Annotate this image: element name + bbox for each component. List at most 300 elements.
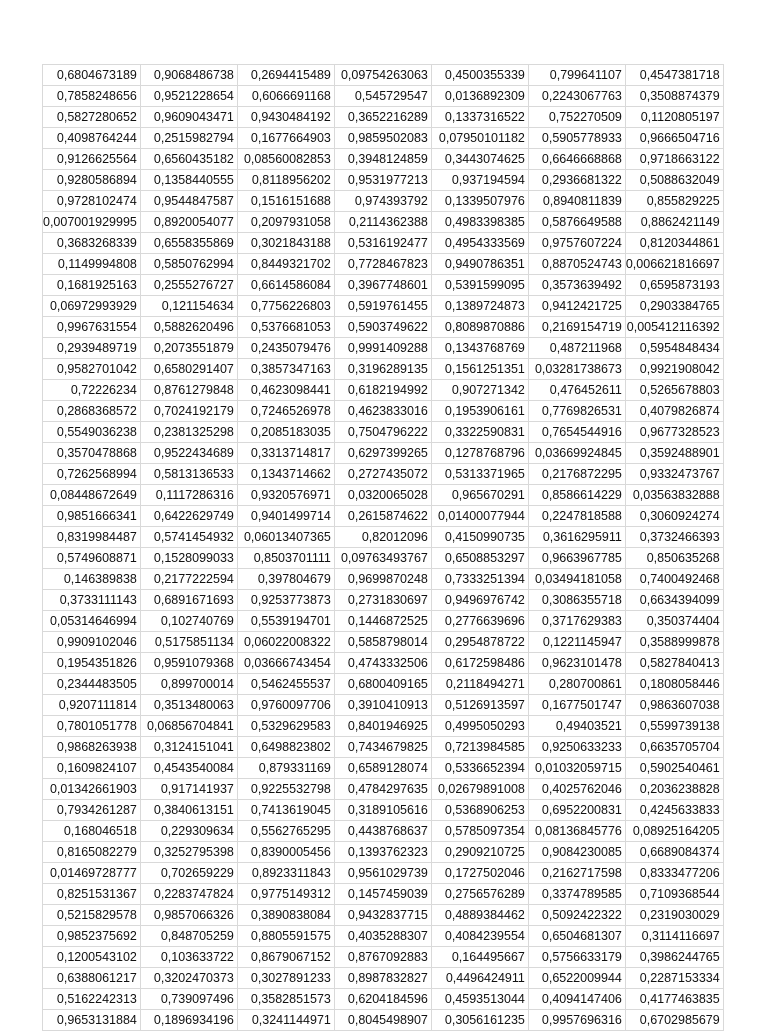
table-cell[interactable]: 0,164495667 <box>431 947 528 968</box>
table-cell[interactable]: 0,9225532798 <box>237 779 334 800</box>
table-cell[interactable]: 0,476452611 <box>528 380 625 401</box>
table-cell[interactable]: 0,6614586084 <box>237 275 334 296</box>
table-cell[interactable]: 0,7400492468 <box>625 569 723 590</box>
table-cell[interactable]: 0,6635705704 <box>625 737 723 758</box>
table-cell[interactable]: 0,5902540461 <box>625 758 723 779</box>
table-cell[interactable]: 0,3374789585 <box>528 884 625 905</box>
table-cell[interactable]: 0,9921908042 <box>625 359 723 380</box>
table-cell[interactable]: 0,7654544916 <box>528 422 625 443</box>
table-cell[interactable]: 0,3241144971 <box>237 1010 334 1031</box>
table-cell[interactable]: 0,4496424911 <box>431 968 528 989</box>
table-cell[interactable]: 0,7756226803 <box>237 296 334 317</box>
table-cell[interactable]: 0,08925164205 <box>625 821 723 842</box>
table-cell[interactable]: 0,8862421149 <box>625 212 723 233</box>
table-cell[interactable]: 0,7262568994 <box>43 464 141 485</box>
table-cell[interactable]: 0,6952200831 <box>528 800 625 821</box>
table-cell[interactable]: 0,899700014 <box>140 674 237 695</box>
table-cell[interactable]: 0,6182194992 <box>334 380 431 401</box>
table-cell[interactable]: 0,8586614229 <box>528 485 625 506</box>
table-cell[interactable]: 0,2381325298 <box>140 422 237 443</box>
table-cell[interactable]: 0,3508874379 <box>625 86 723 107</box>
table-cell[interactable]: 0,8940811839 <box>528 191 625 212</box>
table-cell[interactable]: 0,2936681322 <box>528 170 625 191</box>
table-cell[interactable]: 0,5368906253 <box>431 800 528 821</box>
table-cell[interactable]: 0,3202470373 <box>140 968 237 989</box>
table-cell[interactable]: 0,1528099033 <box>140 548 237 569</box>
table-cell[interactable]: 0,2903384765 <box>625 296 723 317</box>
table-cell[interactable]: 0,7413619045 <box>237 800 334 821</box>
table-cell[interactable]: 0,4079826874 <box>625 401 723 422</box>
table-cell[interactable]: 0,5876649588 <box>528 212 625 233</box>
table-cell[interactable]: 0,5882620496 <box>140 317 237 338</box>
table-cell[interactable]: 0,4094147406 <box>528 989 625 1010</box>
table-cell[interactable]: 0,9991409288 <box>334 338 431 359</box>
table-cell[interactable]: 0,07950101182 <box>431 128 528 149</box>
table-cell[interactable]: 0,8449321702 <box>237 254 334 275</box>
table-cell[interactable]: 0,8503701111 <box>237 548 334 569</box>
table-cell[interactable]: 0,9718663122 <box>625 149 723 170</box>
table-cell[interactable]: 0,8333477206 <box>625 863 723 884</box>
table-cell[interactable]: 0,02679891008 <box>431 779 528 800</box>
table-cell[interactable]: 0,9320576971 <box>237 485 334 506</box>
table-cell[interactable]: 0,6589128074 <box>334 758 431 779</box>
table-cell[interactable]: 0,5313371965 <box>431 464 528 485</box>
table-cell[interactable]: 0,3840613151 <box>140 800 237 821</box>
table-cell[interactable]: 0,9857066326 <box>140 905 237 926</box>
table-cell[interactable]: 0,5599739138 <box>625 716 723 737</box>
table-cell[interactable]: 0,5329629583 <box>237 716 334 737</box>
table-cell[interactable]: 0,9207111814 <box>43 695 141 716</box>
table-cell[interactable]: 0,4098764244 <box>43 128 141 149</box>
table-cell[interactable]: 0,855829225 <box>625 191 723 212</box>
table-cell[interactable]: 0,9068486738 <box>140 65 237 86</box>
table-cell[interactable]: 0,8120344861 <box>625 233 723 254</box>
table-cell[interactable]: 0,1343768769 <box>431 338 528 359</box>
table-cell[interactable]: 0,4150990735 <box>431 527 528 548</box>
table-cell[interactable]: 0,5092422322 <box>528 905 625 926</box>
table-cell[interactable]: 0,9666504716 <box>625 128 723 149</box>
table-cell[interactable]: 0,1278768796 <box>431 443 528 464</box>
table-cell[interactable]: 0,5539194701 <box>237 611 334 632</box>
table-cell[interactable]: 0,102740769 <box>140 611 237 632</box>
table-cell[interactable]: 0,1953906161 <box>431 401 528 422</box>
table-cell[interactable]: 0,4084239554 <box>431 926 528 947</box>
table-cell[interactable]: 0,06013407365 <box>237 527 334 548</box>
table-cell[interactable]: 0,9967631554 <box>43 317 141 338</box>
table-cell[interactable]: 0,6689084374 <box>625 842 723 863</box>
table-cell[interactable]: 0,9521228654 <box>140 86 237 107</box>
table-cell[interactable]: 0,5265678803 <box>625 380 723 401</box>
table-cell[interactable]: 0,9496976742 <box>431 590 528 611</box>
table-cell[interactable]: 0,4784297635 <box>334 779 431 800</box>
table-cell[interactable]: 0,01400077944 <box>431 506 528 527</box>
table-cell[interactable]: 0,487211968 <box>528 338 625 359</box>
table-cell[interactable]: 0,4245633833 <box>625 800 723 821</box>
table-cell[interactable]: 0,3313714817 <box>237 443 334 464</box>
table-cell[interactable]: 0,7246526978 <box>237 401 334 422</box>
table-cell[interactable]: 0,2162717598 <box>528 863 625 884</box>
table-cell[interactable]: 0,1337316522 <box>431 107 528 128</box>
table-cell[interactable]: 0,7024192179 <box>140 401 237 422</box>
table-cell[interactable]: 0,9868263938 <box>43 737 141 758</box>
table-cell[interactable]: 0,3717629383 <box>528 611 625 632</box>
table-cell[interactable]: 0,08136845776 <box>528 821 625 842</box>
table-cell[interactable]: 0,2118494271 <box>431 674 528 695</box>
table-cell[interactable]: 0,6702985679 <box>625 1010 723 1031</box>
table-cell[interactable]: 0,2073551879 <box>140 338 237 359</box>
table-cell[interactable]: 0,103633722 <box>140 947 237 968</box>
table-cell[interactable]: 0,2555276727 <box>140 275 237 296</box>
table-cell[interactable]: 0,752270509 <box>528 107 625 128</box>
table-cell[interactable]: 0,8118956202 <box>237 170 334 191</box>
table-cell[interactable]: 0,3189105616 <box>334 800 431 821</box>
table-cell[interactable]: 0,7504796222 <box>334 422 431 443</box>
table-cell[interactable]: 0,2114362388 <box>334 212 431 233</box>
table-cell[interactable]: 0,2954878722 <box>431 632 528 653</box>
table-cell[interactable]: 0,8805591575 <box>237 926 334 947</box>
table-cell[interactable]: 0,9757607224 <box>528 233 625 254</box>
table-cell[interactable]: 0,5858798014 <box>334 632 431 653</box>
table-cell[interactable]: 0,6646668868 <box>528 149 625 170</box>
table-cell[interactable]: 0,007001929995 <box>43 212 141 233</box>
table-cell[interactable]: 0,5126913597 <box>431 695 528 716</box>
table-cell[interactable]: 0,4623098441 <box>237 380 334 401</box>
table-cell[interactable]: 0,6634394099 <box>625 590 723 611</box>
table-cell[interactable]: 0,1339507976 <box>431 191 528 212</box>
table-cell[interactable]: 0,1389724873 <box>431 296 528 317</box>
table-cell[interactable]: 0,2243067763 <box>528 86 625 107</box>
table-cell[interactable]: 0,9332473767 <box>625 464 723 485</box>
table-cell[interactable]: 0,9522434689 <box>140 443 237 464</box>
table-cell[interactable]: 0,6804673189 <box>43 65 141 86</box>
table-cell[interactable]: 0,907271342 <box>431 380 528 401</box>
table-cell[interactable]: 0,03669924845 <box>528 443 625 464</box>
table-cell[interactable]: 0,9663967785 <box>528 548 625 569</box>
table-cell[interactable]: 0,4500355339 <box>431 65 528 86</box>
table-cell[interactable]: 0,965670291 <box>431 485 528 506</box>
table-cell[interactable]: 0,8401946925 <box>334 716 431 737</box>
table-cell[interactable]: 0,702659229 <box>140 863 237 884</box>
table-cell[interactable]: 0,3060924274 <box>625 506 723 527</box>
table-cell[interactable]: 0,6580291407 <box>140 359 237 380</box>
table-cell[interactable]: 0,6504681307 <box>528 926 625 947</box>
table-cell[interactable]: 0,5215829578 <box>43 905 141 926</box>
table-cell[interactable]: 0,2036238828 <box>625 779 723 800</box>
table-cell[interactable]: 0,6560435182 <box>140 149 237 170</box>
table-cell[interactable]: 0,1358440555 <box>140 170 237 191</box>
table-cell[interactable]: 0,3124151041 <box>140 737 237 758</box>
table-cell[interactable]: 0,545729547 <box>334 86 431 107</box>
table-cell[interactable]: 0,5175851134 <box>140 632 237 653</box>
table-cell[interactable]: 0,1446872525 <box>334 611 431 632</box>
table-cell[interactable]: 0,6522009944 <box>528 968 625 989</box>
table-cell[interactable]: 0,280700861 <box>528 674 625 695</box>
table-cell[interactable]: 0,8089870886 <box>431 317 528 338</box>
table-cell[interactable]: 0,9653131884 <box>43 1010 141 1031</box>
table-cell[interactable]: 0,9432837715 <box>334 905 431 926</box>
table-cell[interactable]: 0,5462455537 <box>237 674 334 695</box>
table-cell[interactable]: 0,2731830697 <box>334 590 431 611</box>
table-cell[interactable]: 0,1343714662 <box>237 464 334 485</box>
table-cell[interactable]: 0,2283747824 <box>140 884 237 905</box>
table-cell[interactable]: 0,005412116392 <box>625 317 723 338</box>
table-cell[interactable]: 0,8870524743 <box>528 254 625 275</box>
table-cell[interactable]: 0,3733111143 <box>43 590 141 611</box>
table-cell[interactable]: 0,6800409165 <box>334 674 431 695</box>
table-cell[interactable]: 0,9957696316 <box>528 1010 625 1031</box>
table-cell[interactable]: 0,03666743454 <box>237 653 334 674</box>
table-cell[interactable]: 0,2727435072 <box>334 464 431 485</box>
table-cell[interactable]: 0,06972993929 <box>43 296 141 317</box>
table-cell[interactable]: 0,8251531367 <box>43 884 141 905</box>
table-cell[interactable]: 0,03494181058 <box>528 569 625 590</box>
table-cell[interactable]: 0,850635268 <box>625 548 723 569</box>
table-cell[interactable]: 0,799641107 <box>528 65 625 86</box>
table-cell[interactable]: 0,2176872295 <box>528 464 625 485</box>
table-cell[interactable]: 0,1120805197 <box>625 107 723 128</box>
table-cell[interactable]: 0,06022008322 <box>237 632 334 653</box>
table-cell[interactable]: 0,3582851573 <box>237 989 334 1010</box>
table-cell[interactable]: 0,3967748601 <box>334 275 431 296</box>
table-cell[interactable]: 0,9677328523 <box>625 422 723 443</box>
table-cell[interactable]: 0,1516151688 <box>237 191 334 212</box>
table-cell[interactable]: 0,5785097354 <box>431 821 528 842</box>
table-cell[interactable]: 0,9561029739 <box>334 863 431 884</box>
table-cell[interactable]: 0,01342661903 <box>43 779 141 800</box>
table-cell[interactable]: 0,9728102474 <box>43 191 141 212</box>
table-cell[interactable]: 0,7333251394 <box>431 569 528 590</box>
table-cell[interactable]: 0,9760097706 <box>237 695 334 716</box>
table-cell[interactable]: 0,9859502083 <box>334 128 431 149</box>
table-cell[interactable]: 0,9531977213 <box>334 170 431 191</box>
table-cell[interactable]: 0,3652216289 <box>334 107 431 128</box>
table-cell[interactable]: 0,06856704841 <box>140 716 237 737</box>
table-cell[interactable]: 0,2177222594 <box>140 569 237 590</box>
table-cell[interactable]: 0,4889384462 <box>431 905 528 926</box>
table-cell[interactable]: 0,49403521 <box>528 716 625 737</box>
table-cell[interactable]: 0,4995050293 <box>431 716 528 737</box>
table-cell[interactable]: 0,1677664903 <box>237 128 334 149</box>
table-cell[interactable]: 0,6422629749 <box>140 506 237 527</box>
table-cell[interactable]: 0,4743332506 <box>334 653 431 674</box>
table-cell[interactable]: 0,8923311843 <box>237 863 334 884</box>
table-cell[interactable]: 0,7858248656 <box>43 86 141 107</box>
table-cell[interactable]: 0,848705259 <box>140 926 237 947</box>
table-cell[interactable]: 0,5905778933 <box>528 128 625 149</box>
table-cell[interactable]: 0,5827280652 <box>43 107 141 128</box>
table-cell[interactable]: 0,8920054077 <box>140 212 237 233</box>
table-cell[interactable]: 0,2939489719 <box>43 338 141 359</box>
table-cell[interactable]: 0,3986244765 <box>625 947 723 968</box>
table-cell[interactable]: 0,2169154719 <box>528 317 625 338</box>
table-cell[interactable]: 0,5376681053 <box>237 317 334 338</box>
table-cell[interactable]: 0,2247818588 <box>528 506 625 527</box>
table-cell[interactable]: 0,6388061217 <box>43 968 141 989</box>
table-cell[interactable]: 0,9126625564 <box>43 149 141 170</box>
table-cell[interactable]: 0,9582701042 <box>43 359 141 380</box>
table-cell[interactable]: 0,917141937 <box>140 779 237 800</box>
table-cell[interactable]: 0,3114116697 <box>625 926 723 947</box>
table-cell[interactable]: 0,8390005456 <box>237 842 334 863</box>
table-cell[interactable]: 0,3196289135 <box>334 359 431 380</box>
table-cell[interactable]: 0,7934261287 <box>43 800 141 821</box>
table-cell[interactable]: 0,9852375692 <box>43 926 141 947</box>
table-cell[interactable]: 0,9084230085 <box>528 842 625 863</box>
table-cell[interactable]: 0,4035288307 <box>334 926 431 947</box>
table-cell[interactable]: 0,397804679 <box>237 569 334 590</box>
table-cell[interactable]: 0,5919761455 <box>334 296 431 317</box>
table-cell[interactable]: 0,2694415489 <box>237 65 334 86</box>
table-cell[interactable]: 0,6558355869 <box>140 233 237 254</box>
table-cell[interactable]: 0,5316192477 <box>334 233 431 254</box>
table-cell[interactable]: 0,0136892309 <box>431 86 528 107</box>
table-cell[interactable]: 0,5903749622 <box>334 317 431 338</box>
table-cell[interactable]: 0,4954333569 <box>431 233 528 254</box>
table-cell[interactable]: 0,7769826531 <box>528 401 625 422</box>
table-cell[interactable]: 0,3592488901 <box>625 443 723 464</box>
table-cell[interactable]: 0,9280586894 <box>43 170 141 191</box>
table-cell[interactable]: 0,9591079368 <box>140 653 237 674</box>
table-cell[interactable]: 0,121154634 <box>140 296 237 317</box>
table-cell[interactable]: 0,739097496 <box>140 989 237 1010</box>
table-cell[interactable]: 0,2344483505 <box>43 674 141 695</box>
table-cell[interactable]: 0,4438768637 <box>334 821 431 842</box>
table-cell[interactable]: 0,1609824107 <box>43 758 141 779</box>
table-cell[interactable]: 0,8761279848 <box>140 380 237 401</box>
table-cell[interactable]: 0,6297399265 <box>334 443 431 464</box>
table-cell[interactable]: 0,2435079476 <box>237 338 334 359</box>
table-cell[interactable]: 0,8679067152 <box>237 947 334 968</box>
table-cell[interactable]: 0,9909102046 <box>43 632 141 653</box>
table-cell[interactable]: 0,1681925163 <box>43 275 141 296</box>
table-cell[interactable]: 0,2515982794 <box>140 128 237 149</box>
table-cell[interactable]: 0,1457459039 <box>334 884 431 905</box>
table-cell[interactable]: 0,05314646994 <box>43 611 141 632</box>
table-cell[interactable]: 0,7434679825 <box>334 737 431 758</box>
table-cell[interactable]: 0,9401499714 <box>237 506 334 527</box>
table-cell[interactable]: 0,3443074625 <box>431 149 528 170</box>
table-cell[interactable]: 0,1149994808 <box>43 254 141 275</box>
table-cell[interactable]: 0,168046518 <box>43 821 141 842</box>
table-cell[interactable]: 0,2776639696 <box>431 611 528 632</box>
table-cell[interactable]: 0,9623101478 <box>528 653 625 674</box>
table-cell[interactable]: 0,6066691168 <box>237 86 334 107</box>
table-cell[interactable]: 0,3027891233 <box>237 968 334 989</box>
table-cell[interactable]: 0,9609043471 <box>140 107 237 128</box>
table-cell[interactable]: 0,5562765295 <box>237 821 334 842</box>
table-cell[interactable]: 0,6204184596 <box>334 989 431 1010</box>
table-cell[interactable]: 0,1954351826 <box>43 653 141 674</box>
table-cell[interactable]: 0,1393762323 <box>334 842 431 863</box>
table-cell[interactable]: 0,146389838 <box>43 569 141 590</box>
table-cell[interactable]: 0,01469728777 <box>43 863 141 884</box>
table-cell[interactable]: 0,9775149312 <box>237 884 334 905</box>
table-cell[interactable]: 0,9863607038 <box>625 695 723 716</box>
table-cell[interactable]: 0,4623833016 <box>334 401 431 422</box>
table-cell[interactable]: 0,3910410913 <box>334 695 431 716</box>
table-cell[interactable]: 0,9699870248 <box>334 569 431 590</box>
table-cell[interactable]: 0,6498823802 <box>237 737 334 758</box>
table-cell[interactable]: 0,9490786351 <box>431 254 528 275</box>
table-cell[interactable]: 0,5813136533 <box>140 464 237 485</box>
table-cell[interactable]: 0,5741454932 <box>140 527 237 548</box>
table-cell[interactable]: 0,8319984487 <box>43 527 141 548</box>
table-cell[interactable]: 0,5756633179 <box>528 947 625 968</box>
table-cell[interactable]: 0,72226234 <box>43 380 141 401</box>
table-cell[interactable]: 0,5850762994 <box>140 254 237 275</box>
table-cell[interactable]: 0,9430484192 <box>237 107 334 128</box>
table-cell[interactable]: 0,09763493767 <box>334 548 431 569</box>
table-cell[interactable]: 0,7109368544 <box>625 884 723 905</box>
table-cell[interactable]: 0,006621816697 <box>625 254 723 275</box>
table-cell[interactable]: 0,6172598486 <box>431 653 528 674</box>
table-cell[interactable]: 0,6891671693 <box>140 590 237 611</box>
table-cell[interactable]: 0,9544847587 <box>140 191 237 212</box>
table-cell[interactable]: 0,9851666341 <box>43 506 141 527</box>
table-cell[interactable]: 0,1727502046 <box>431 863 528 884</box>
table-cell[interactable]: 0,03281738673 <box>528 359 625 380</box>
table-cell[interactable]: 0,3588999878 <box>625 632 723 653</box>
table-cell[interactable]: 0,5549036238 <box>43 422 141 443</box>
table-cell[interactable]: 0,8767092883 <box>334 947 431 968</box>
table-cell[interactable]: 0,3322590831 <box>431 422 528 443</box>
table-cell[interactable]: 0,1561251351 <box>431 359 528 380</box>
table-cell[interactable]: 0,5162242313 <box>43 989 141 1010</box>
table-cell[interactable]: 0,3513480063 <box>140 695 237 716</box>
table-cell[interactable]: 0,1896934196 <box>140 1010 237 1031</box>
table-cell[interactable]: 0,3732466393 <box>625 527 723 548</box>
table-cell[interactable]: 0,974393792 <box>334 191 431 212</box>
table-cell[interactable]: 0,879331169 <box>237 758 334 779</box>
table-cell[interactable]: 0,9250633233 <box>528 737 625 758</box>
table-cell[interactable]: 0,82012096 <box>334 527 431 548</box>
table-cell[interactable]: 0,2097931058 <box>237 212 334 233</box>
table-cell[interactable]: 0,4177463835 <box>625 989 723 1010</box>
table-cell[interactable]: 0,4547381718 <box>625 65 723 86</box>
table-cell[interactable]: 0,937194594 <box>431 170 528 191</box>
table-cell[interactable]: 0,3021843188 <box>237 233 334 254</box>
table-cell[interactable]: 0,3086355718 <box>528 590 625 611</box>
table-cell[interactable]: 0,4983398385 <box>431 212 528 233</box>
table-cell[interactable]: 0,2756576289 <box>431 884 528 905</box>
table-cell[interactable]: 0,2319030029 <box>625 905 723 926</box>
table-cell[interactable]: 0,5827840413 <box>625 653 723 674</box>
table-cell[interactable]: 0,7801051778 <box>43 716 141 737</box>
table-cell[interactable]: 0,2868368572 <box>43 401 141 422</box>
table-cell[interactable]: 0,1117286316 <box>140 485 237 506</box>
table-cell[interactable]: 0,1221145947 <box>528 632 625 653</box>
table-cell[interactable]: 0,1808058446 <box>625 674 723 695</box>
table-cell[interactable]: 0,4543540084 <box>140 758 237 779</box>
table-cell[interactable]: 0,03563832888 <box>625 485 723 506</box>
table-cell[interactable]: 0,3573639492 <box>528 275 625 296</box>
table-cell[interactable]: 0,3056161235 <box>431 1010 528 1031</box>
table-cell[interactable]: 0,3570478868 <box>43 443 141 464</box>
table-cell[interactable]: 0,6595873193 <box>625 275 723 296</box>
table-cell[interactable]: 0,1200543102 <box>43 947 141 968</box>
table-cell[interactable]: 0,9412421725 <box>528 296 625 317</box>
table-cell[interactable]: 0,7728467823 <box>334 254 431 275</box>
table-cell[interactable]: 0,5391599095 <box>431 275 528 296</box>
table-cell[interactable]: 0,9253773873 <box>237 590 334 611</box>
table-cell[interactable]: 0,5954848434 <box>625 338 723 359</box>
table-cell[interactable]: 0,6508853297 <box>431 548 528 569</box>
table-cell[interactable]: 0,4025762046 <box>528 779 625 800</box>
table-cell[interactable]: 0,8987832827 <box>334 968 431 989</box>
table-cell[interactable]: 0,1677501747 <box>528 695 625 716</box>
table-cell[interactable]: 0,350374404 <box>625 611 723 632</box>
table-cell[interactable]: 0,5749608871 <box>43 548 141 569</box>
